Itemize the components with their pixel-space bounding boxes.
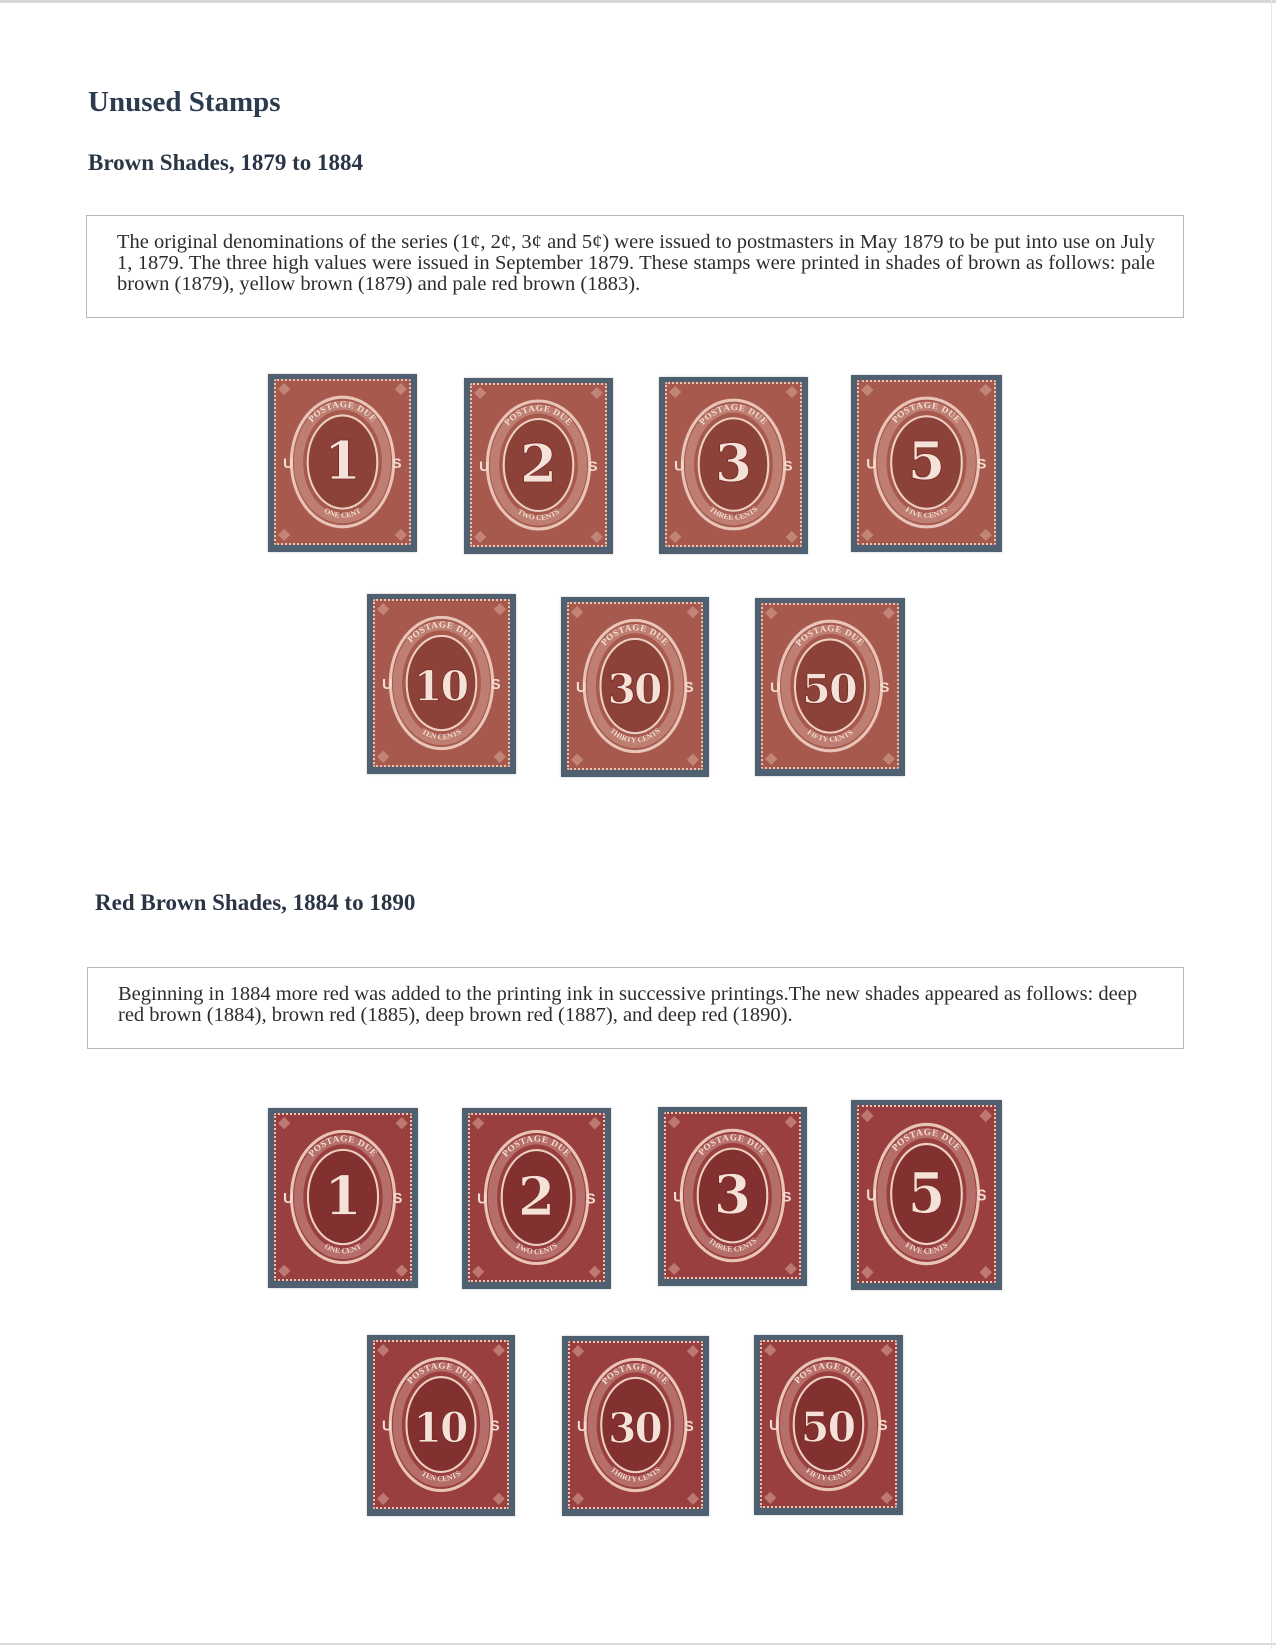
stamp-brown-2: [464, 378, 613, 554]
corner-ornament: [278, 529, 290, 541]
stamp-brown-50: [755, 598, 905, 776]
stamp-letter-u: U: [479, 459, 490, 475]
stamp-top-words: POSTAGE DUE: [889, 400, 964, 425]
corner-ornament: [668, 1116, 680, 1128]
stamp-top-words: POSTAGE DUE: [502, 402, 575, 428]
stamp-engraving: [472, 385, 605, 545]
stamp-brown-10: [367, 594, 516, 774]
stamp-numeral: 10: [413, 662, 470, 711]
corner-ornament: [883, 607, 895, 619]
stamp-engraving: [569, 604, 701, 768]
corner-ornament: [377, 751, 389, 763]
stamp-engraving: [762, 1342, 895, 1506]
corner-ornament: [861, 1266, 873, 1279]
stamp-top-words: POSTAGE DUE: [405, 619, 478, 645]
stamp-value-words: TEN CENTS: [419, 1468, 463, 1484]
corner-ornament: [979, 1266, 991, 1279]
stamp-value-words: FIVE CENTS: [903, 1240, 950, 1256]
stamp-brown-1: [268, 374, 417, 552]
section-heading-red-brown: Red Brown Shades, 1884 to 1890: [95, 890, 416, 915]
corner-ornament: [571, 754, 583, 766]
stamp-letter-s: S: [392, 1191, 403, 1208]
stamp-numeral: 5: [907, 1160, 946, 1227]
stamp-engraving: [859, 1107, 994, 1281]
page-bottom-edge: [0, 1643, 1276, 1645]
stamp-face: [664, 1112, 801, 1279]
corner-ornament: [395, 529, 407, 541]
stamp-numeral: 1: [323, 430, 362, 493]
stamp-numeral: 2: [517, 1164, 556, 1229]
corner-ornament: [979, 529, 991, 541]
stamp-face: [468, 1113, 605, 1282]
stamp-value-words: TEN CENTS: [420, 726, 463, 742]
stamp-value-words: ONE CENT: [322, 505, 363, 520]
stamp-letter-u: U: [477, 1191, 488, 1208]
stamp-red-brown-50: [754, 1335, 903, 1515]
stamp-engraving: [666, 1114, 799, 1277]
stamp-numeral: 5: [907, 430, 946, 493]
corner-ornament: [589, 1117, 601, 1129]
stamp-face: [568, 1341, 703, 1509]
corner-ornament: [861, 384, 873, 396]
corner-ornament: [979, 1109, 991, 1122]
stamp-letter-u: U: [283, 456, 294, 473]
stamp-value-words: TWO CENTS: [513, 1240, 560, 1257]
description-text-red-brown: Beginning in 1884 more red was added to the printing ink in successive printings.The new shades appeared as follows: deep red brown (1884), brown red (1885), deep brown red (1887), and deep red (1890).: [118, 983, 1138, 1026]
corner-ornament: [494, 751, 506, 763]
corner-ornament: [589, 1266, 601, 1278]
corner-ornament: [278, 1265, 290, 1277]
stamp-top-words: POSTAGE DUE: [792, 1360, 865, 1386]
corner-ornament: [881, 1344, 893, 1356]
stamp-letter-s: S: [879, 680, 890, 697]
stamp-letter-s: S: [585, 1191, 596, 1208]
stamp-letter-s: S: [391, 456, 402, 473]
corner-ornament: [571, 606, 583, 618]
corner-ornament: [396, 1265, 408, 1277]
stamp-value-words: ONE CENT: [323, 1241, 363, 1256]
stamp-value-words: FIVE CENTS: [903, 504, 950, 520]
stamp-engraving: [470, 1115, 603, 1280]
stamp-numeral: 3: [714, 433, 753, 495]
corner-ornament: [765, 753, 777, 765]
corner-ornament: [377, 603, 389, 615]
corner-ornament: [472, 1266, 484, 1278]
corner-ornament: [395, 383, 407, 395]
stamp-face: [665, 382, 802, 547]
stamp-letter-u: U: [382, 1418, 393, 1435]
stamp-numeral: 3: [713, 1162, 752, 1226]
corner-ornament: [494, 603, 506, 615]
corner-ornament: [572, 1345, 584, 1357]
corner-ornament: [786, 531, 798, 543]
description-box-red-brown: [87, 967, 1184, 1049]
stamp-letter-s: S: [782, 458, 793, 475]
stamp-letter-s: S: [976, 1188, 987, 1205]
stamp-letter-u: U: [576, 1419, 588, 1436]
corner-ornament: [883, 753, 895, 765]
stamp-top-words: POSTAGE DUE: [696, 1132, 769, 1158]
stamp-brown-3: [659, 377, 808, 554]
stamp-numeral: 10: [413, 1403, 469, 1453]
stamp-top-words: POSTAGE DUE: [500, 1133, 573, 1159]
corner-ornament: [669, 386, 681, 398]
stamp-face: [857, 380, 996, 545]
stamp-letter-u: U: [576, 680, 587, 697]
stamp-engraving: [276, 1115, 410, 1279]
stamp-letter-s: S: [684, 1419, 694, 1436]
stamp-engraving: [570, 1343, 701, 1507]
stamp-top-words: POSTAGE DUE: [598, 622, 672, 648]
corner-ornament: [493, 1493, 505, 1505]
stamp-letter-s: S: [877, 1418, 888, 1435]
stamp-top-words: POSTAGE DUE: [307, 1134, 379, 1160]
stamp-face: [274, 1113, 412, 1281]
corner-ornament: [881, 1492, 893, 1504]
stamp-top-words: POSTAGE DUE: [697, 401, 770, 427]
stamp-face: [470, 383, 607, 547]
stamp-face: [373, 1340, 509, 1509]
stamp-engraving: [763, 605, 897, 767]
stamp-engraving: [276, 381, 409, 543]
corner-ornament: [591, 387, 603, 399]
stamp-letter-u: U: [283, 1191, 294, 1208]
corner-ornament: [668, 1263, 680, 1275]
corner-ornament: [377, 1344, 389, 1356]
corner-ornament: [764, 1344, 776, 1356]
stamp-face: [567, 602, 703, 770]
stamp-letter-u: U: [769, 1418, 780, 1435]
stamp-face: [760, 1340, 897, 1508]
stamp-top-words: POSTAGE DUE: [404, 1360, 478, 1386]
stamp-face: [373, 599, 510, 767]
corner-ornament: [396, 1117, 408, 1129]
stamp-top-words: POSTAGE DUE: [793, 623, 867, 648]
stamp-red-brown-5: [851, 1100, 1002, 1290]
corner-ornament: [687, 754, 699, 766]
page-top-edge: [0, 0, 1276, 3]
stamp-letter-s: S: [587, 459, 598, 475]
stamp-red-brown-3: [658, 1107, 807, 1286]
stamp-value-words: THREE CENTS: [706, 1236, 759, 1254]
stamp-numeral: 30: [607, 665, 663, 714]
corner-ornament: [979, 384, 991, 396]
corner-ornament: [669, 531, 681, 543]
stamp-letter-s: S: [490, 677, 501, 694]
description-box-brown: [86, 215, 1184, 318]
corner-ornament: [861, 1109, 873, 1122]
stamp-brown-30: [561, 597, 709, 777]
corner-ornament: [474, 531, 486, 543]
stamp-value-words: THIRTY CENTS: [608, 1464, 662, 1484]
stamp-value-words: FIFTY CENTS: [805, 727, 855, 744]
corner-ornament: [377, 1493, 389, 1505]
stamp-brown-5: [851, 375, 1002, 552]
stamp-numeral: 30: [608, 1404, 663, 1453]
stamp-value-words: TWO CENTS: [515, 506, 562, 523]
stamp-face: [857, 1105, 996, 1283]
corner-ornament: [687, 606, 699, 618]
description-text-brown: The original denominations of the series (1¢, 2¢, 3¢ and 5¢) were issued to postmasters in May 1879 to be put into use on July 1, 1879. The three high values were issued in September 1879. These stamps were printed in shades of brown as follows: pale brown (1879), yellow brown (1879) and pale red brown (1883).: [117, 231, 1155, 295]
corner-ornament: [765, 607, 777, 619]
stamp-engraving: [667, 384, 800, 545]
corner-ornament: [572, 1493, 584, 1505]
stamp-numeral: 50: [802, 665, 858, 714]
stamp-red-brown-1: [268, 1108, 418, 1288]
stamp-top-words: POSTAGE DUE: [889, 1126, 964, 1154]
stamp-letter-u: U: [866, 1188, 877, 1205]
page-right-edge: [1271, 0, 1272, 1649]
corner-ornament: [472, 1117, 484, 1129]
stamp-red-brown-10: [367, 1335, 515, 1516]
stamp-letter-u: U: [770, 680, 781, 697]
stamp-engraving: [859, 382, 994, 543]
stamp-value-words: THIRTY CENTS: [608, 725, 662, 745]
stamp-top-words: POSTAGE DUE: [306, 399, 379, 424]
corner-ornament: [785, 1116, 797, 1128]
corner-ornament: [687, 1345, 699, 1357]
corner-ornament: [764, 1492, 776, 1504]
stamp-letter-u: U: [674, 458, 685, 475]
stamp-numeral: 1: [324, 1164, 362, 1228]
stamp-numeral: 2: [519, 434, 558, 495]
corner-ornament: [786, 386, 798, 398]
stamp-letter-s: S: [684, 680, 694, 697]
corner-ornament: [278, 383, 290, 395]
corner-ornament: [785, 1263, 797, 1275]
stamp-top-words: POSTAGE DUE: [599, 1361, 672, 1387]
stamp-face: [274, 379, 411, 545]
stamp-letter-s: S: [781, 1189, 792, 1206]
corner-ornament: [474, 387, 486, 399]
stamp-value-words: THREE CENTS: [707, 504, 760, 522]
corner-ornament: [278, 1117, 290, 1129]
stamp-engraving: [375, 601, 508, 765]
corner-ornament: [591, 531, 603, 543]
stamp-value-words: FIFTY CENTS: [804, 1465, 853, 1483]
stamp-engraving: [375, 1342, 507, 1507]
stamp-letter-u: U: [866, 456, 877, 473]
corner-ornament: [861, 529, 873, 541]
corner-ornament: [493, 1344, 505, 1356]
stamp-numeral: 50: [800, 1403, 857, 1452]
page-title: Unused Stamps: [88, 86, 281, 118]
stamp-letter-u: U: [382, 677, 393, 694]
stamp-red-brown-30: [562, 1336, 709, 1516]
stamp-letter-s: S: [976, 456, 987, 473]
section-heading-brown: Brown Shades, 1879 to 1884: [88, 150, 363, 175]
corner-ornament: [687, 1493, 699, 1505]
stamp-red-brown-2: [462, 1108, 611, 1289]
stamp-letter-s: S: [490, 1418, 500, 1435]
stamp-face: [761, 603, 899, 769]
stamp-letter-u: U: [673, 1189, 684, 1206]
